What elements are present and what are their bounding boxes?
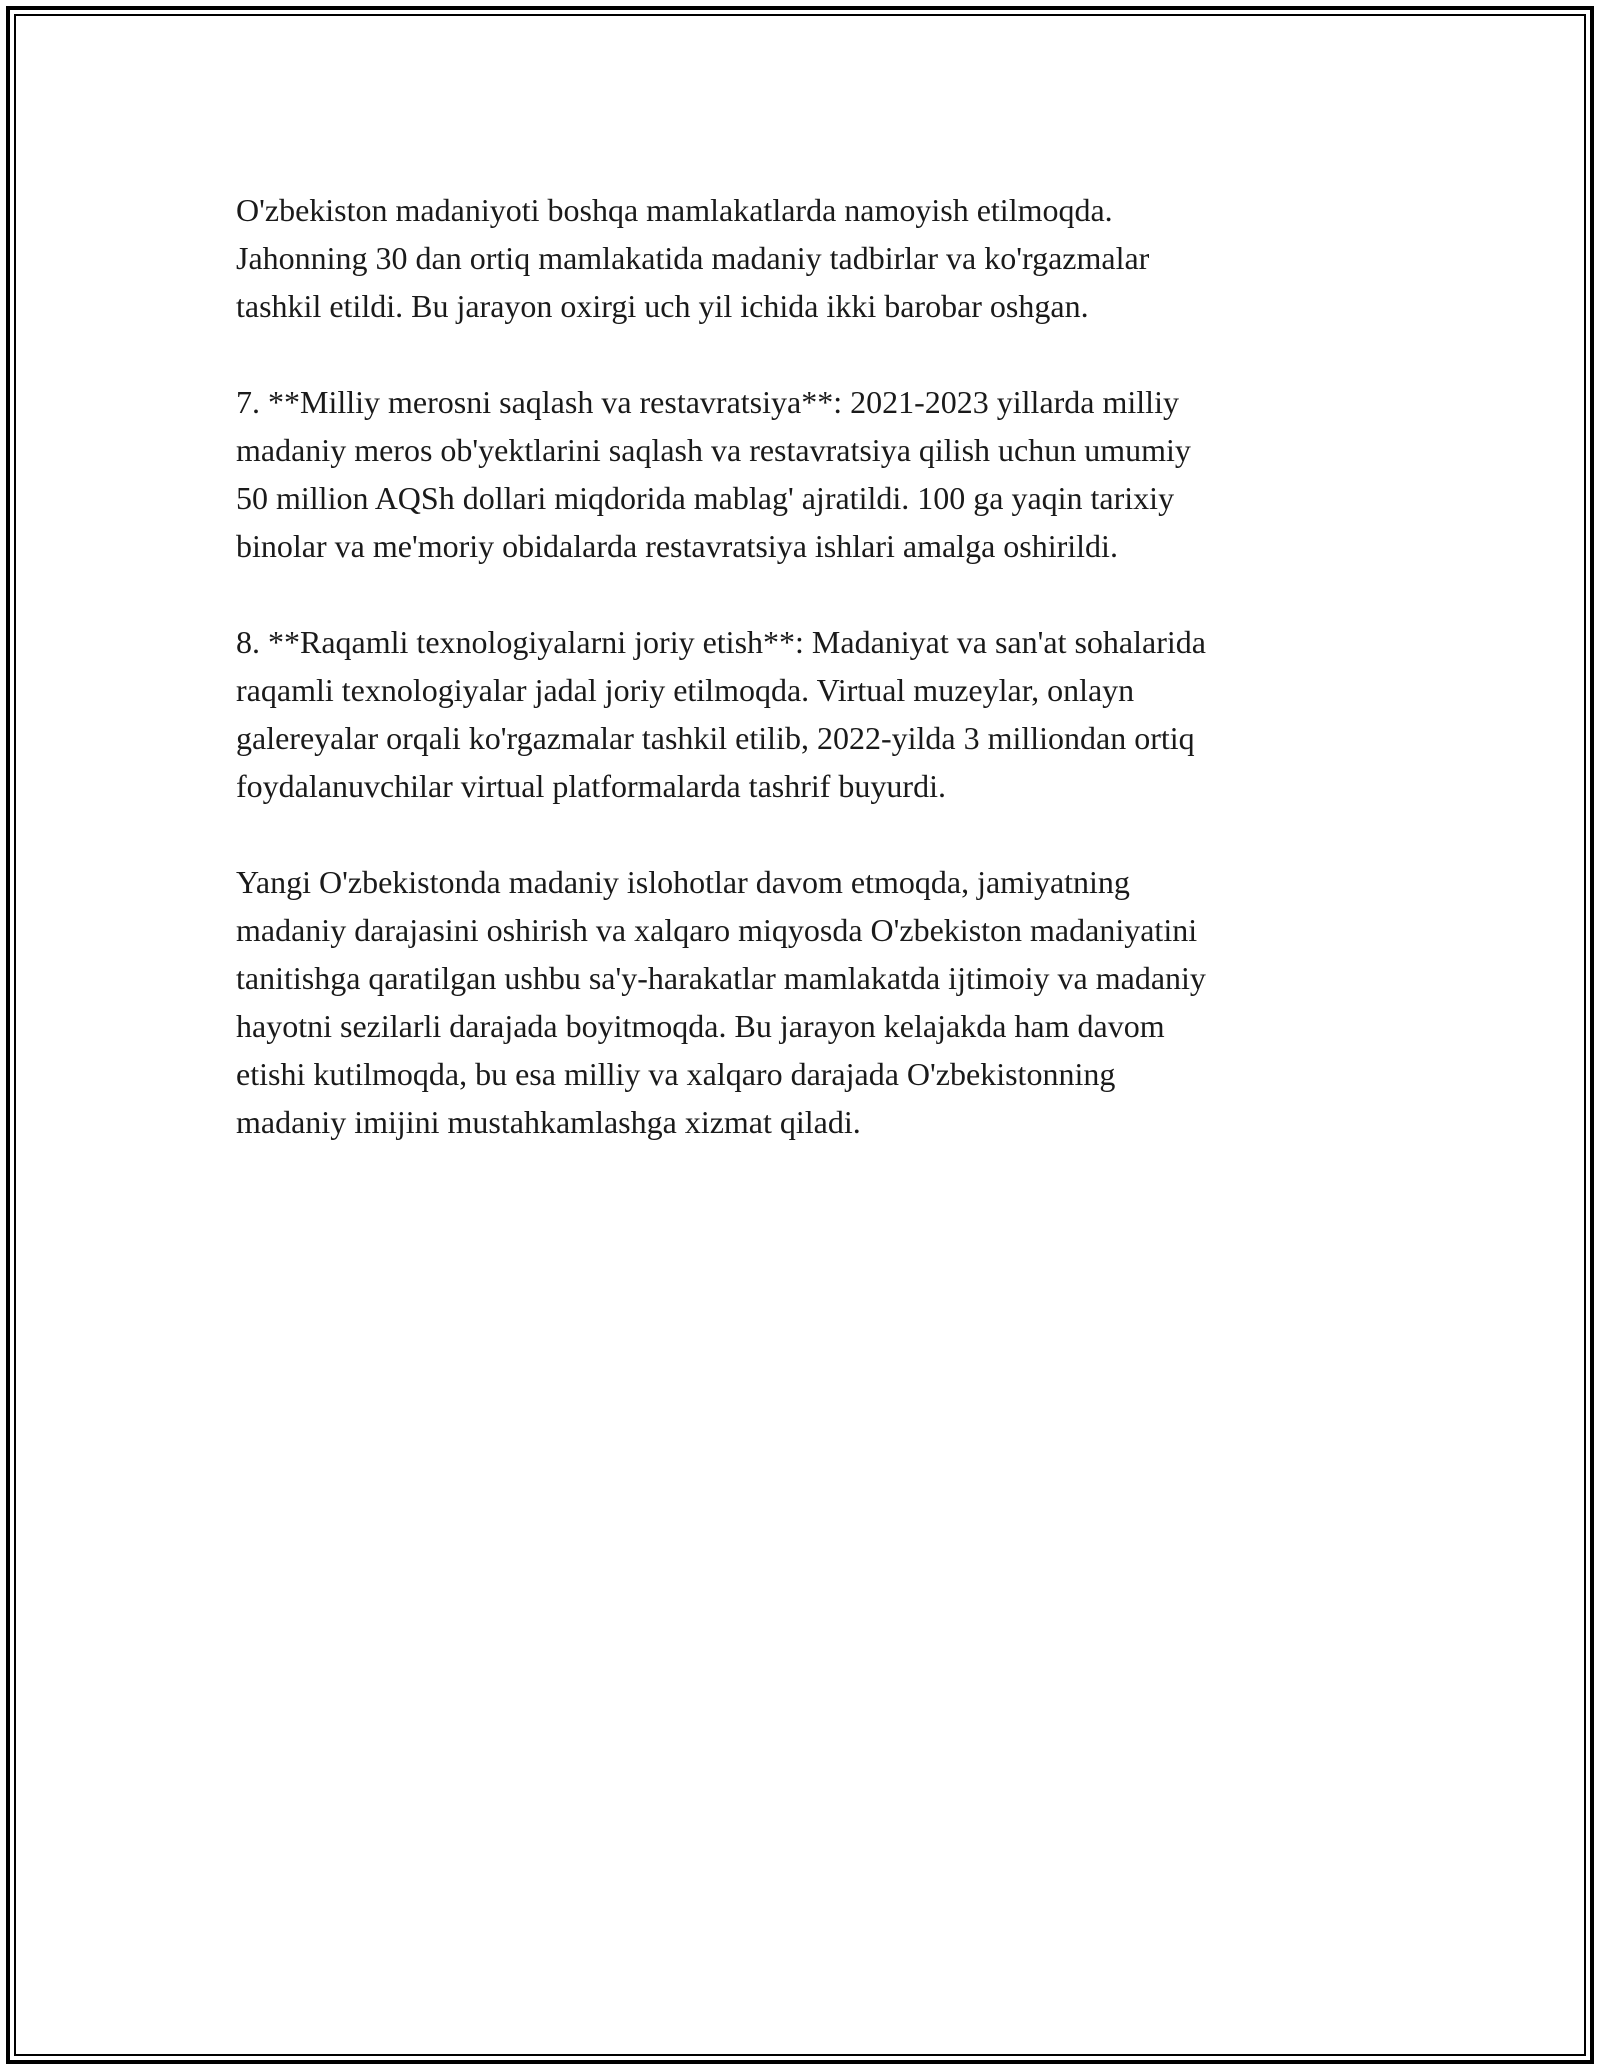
paragraph-culture-abroad: O'zbekiston madaniyoti boshqa mamlakatlarda namoyish etilmoqda. Jahonning 30 dan ortiq mamlakatida madaniy tadbirlar va ko'rgazmalar tashkil etildi. Bu jarayon oxirgi uch yil ichida ikki barobar oshgan. <box>236 192 1150 324</box>
paragraph-digital-technologies: 8. **Raqamli texnologiyalarni joriy etish**: Madaniyat va san'at sohalarida raqamli texnologiyalar jadal joriy etilmoqda. Virtual muzeylar, onlayn galereyalar orqali ko'rgazmalar tashkil etilib, 2022-yilda 3 milliondan ortiq foydalanuvchilar virtual platformalarda tashrif buyurdi. <box>236 624 1206 804</box>
document-body <box>236 186 1376 1146</box>
paragraph-conclusion: Yangi O'zbekistonda madaniy islohotlar davom etmoqda, jamiyatning madaniy darajasini oshirish va xalqaro miqyosda O'zbekiston madaniyatini tanitishga qaratilgan ushbu sa'y-harakatlar mamlakatda ijtimoiy va madaniy hayotni sezilarli darajada boyitmoqda. Bu jarayon kelajakda ham davom etishi kutilmoqda, bu esa milliy va xalqaro darajada O'zbekistonning madaniy imijini mustahkamlashga xizmat qiladi. <box>236 864 1206 1140</box>
paragraph-heritage-restoration: 7. **Milliy merosni saqlash va restavratsiya**: 2021-2023 yillarda milliy madaniy meros ob'yektlarini saqlash va restavratsiya qilish uchun umumiy 50 million AQSh dollari miqdorida mablag' ajratildi. 100 ga yaqin tarixiy binolar va me'moriy obidalarda restavratsiya ishlari amalga oshirildi. <box>236 384 1191 564</box>
